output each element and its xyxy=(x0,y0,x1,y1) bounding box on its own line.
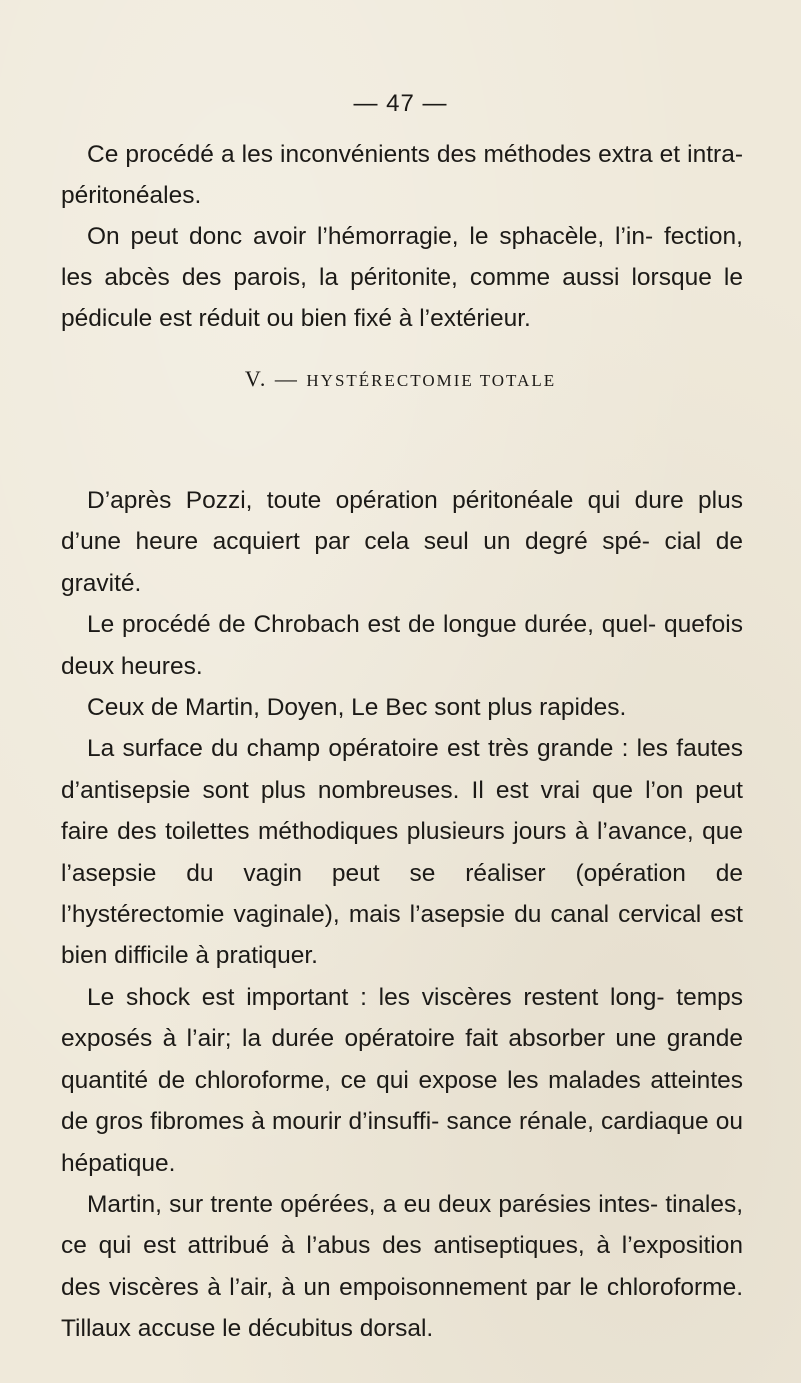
paragraph xyxy=(61,977,743,1184)
section-body xyxy=(61,480,743,1350)
paragraph xyxy=(61,134,743,216)
paragraph-text: Ce procédé a les inconvénients des méthodes extra et intra-péritonéales. xyxy=(61,141,743,209)
paragraph-text: Martin, sur trente opérées, a eu deux parésies intes- tinales, ce qui est attribué à l’abus des antiseptiques, à l’exposition des viscères à l’air, à un empoisonnement par le chloroforme. Tillaux accuse le décubitus dorsal. xyxy=(61,1190,743,1343)
section-number: V. — xyxy=(244,366,299,391)
paragraph xyxy=(61,480,743,604)
paragraph xyxy=(61,687,743,728)
page-number: — 47 — xyxy=(353,90,448,117)
paragraph xyxy=(61,604,743,687)
paragraph-text: La surface du champ opératoire est très grande : les fautes d’antisepsie sont plus nombreuses. Il est vrai que l’on peut faire des toilettes méthodiques plusieurs jours à l’avance, que l’asepsie du vagin peut se réaliser (opération de l’hystérectomie vaginale), mais l’asepsie du canal cervical est bien difficile à pratiquer. xyxy=(61,735,743,970)
paragraph-text: Le procédé de Chrobach est de longue durée, quel- quefois deux heures. xyxy=(61,611,743,680)
paragraph xyxy=(61,728,743,976)
paragraph-text: D’après Pozzi, toute opération péritonéale qui dure plus d’une heure acquiert par cela seul un degré spé- cial de gravité. xyxy=(61,487,743,597)
paragraph xyxy=(61,1184,743,1350)
paragraph-text: On peut donc avoir l’hémorragie, le sphacèle, l’in- fection, les abcès des parois, la péritonite, comme aussi lorsque le pédicule est réduit ou bien fixé à l’extérieur. xyxy=(61,223,743,332)
intro-text xyxy=(61,134,743,339)
paragraph-text: Le shock est important : les viscères restent long- temps exposés à l’air; la durée opératoire fait absorber une grande quantité de chloroforme, ce qui expose les malades atteintes de gros fibromes à mourir d’insuffi- sance rénale, cardiaque ou hépatique. xyxy=(61,983,743,1177)
section-title: HYSTÉRECTOMIE TOTALE xyxy=(306,371,557,390)
section-heading xyxy=(0,366,801,392)
paragraph-text: Ceux de Martin, Doyen, Le Bec sont plus rapides. xyxy=(87,694,627,722)
paragraph xyxy=(61,216,743,339)
